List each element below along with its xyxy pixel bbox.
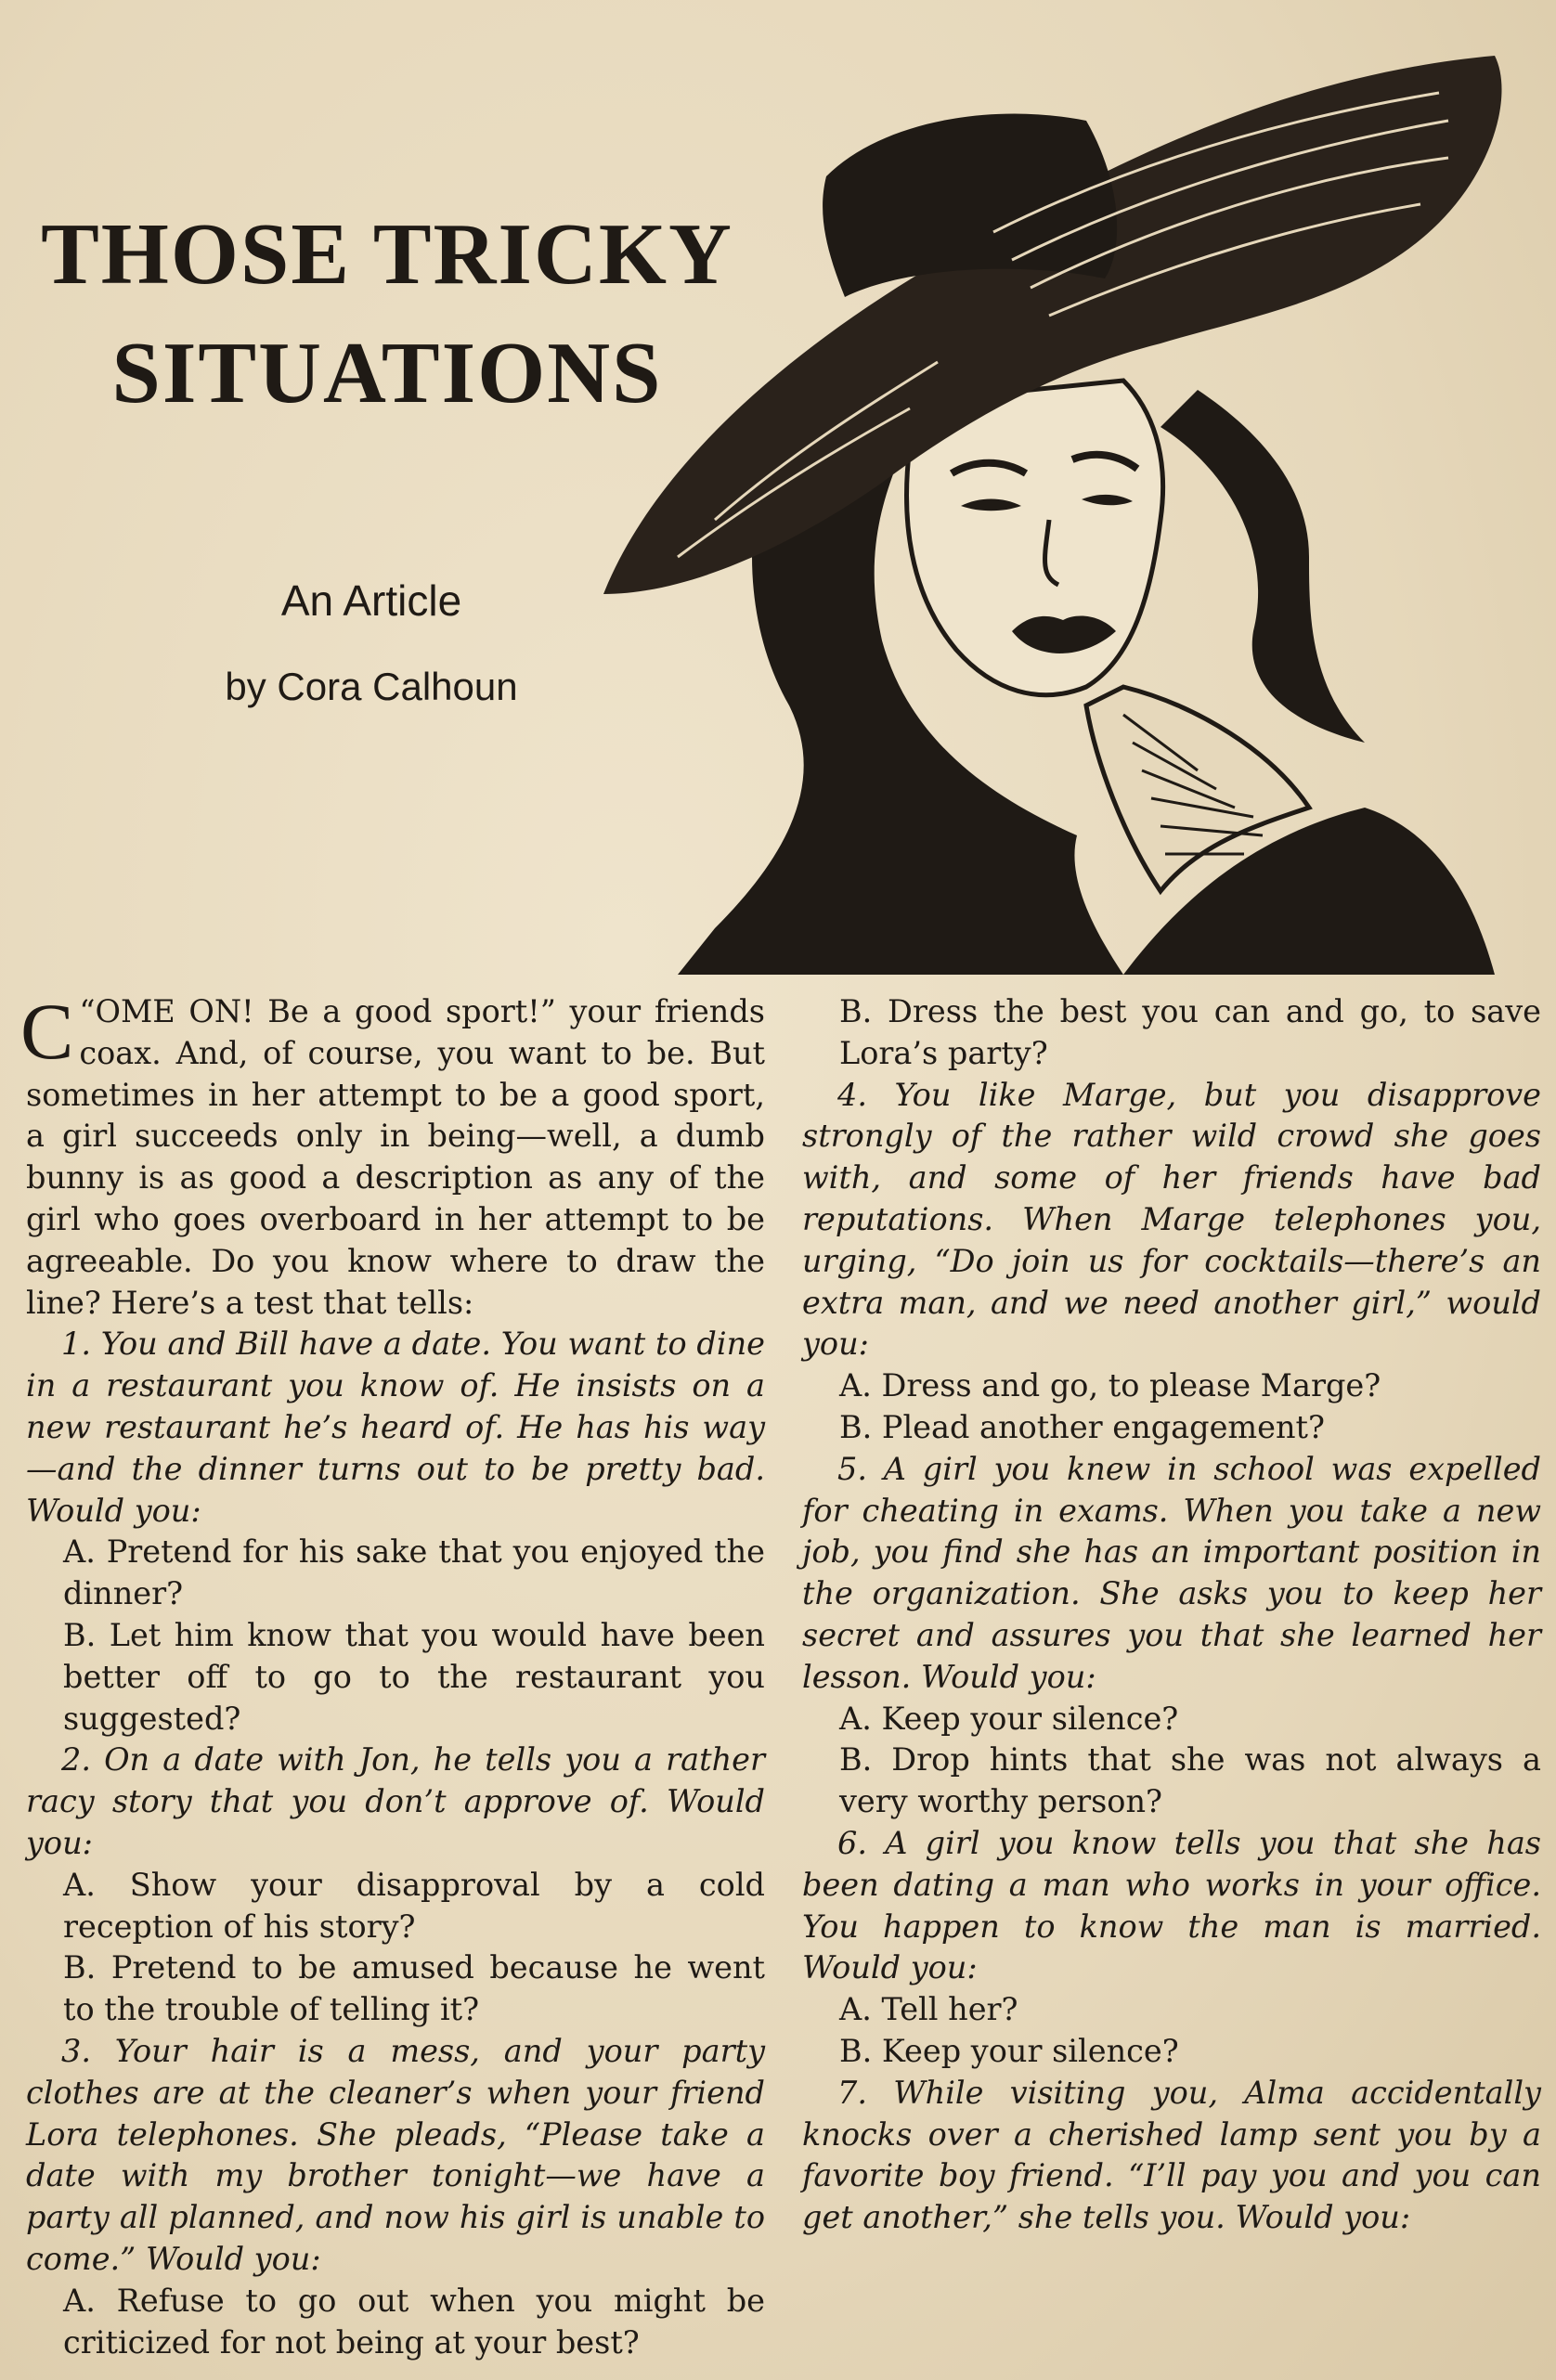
question-6-answer-a: A. Tell her? — [839, 1991, 1018, 2028]
woman-in-hat-illustration — [603, 37, 1532, 984]
question-5-answer-b: B. Drop hints that she was not always a very worthy person? — [839, 1741, 1541, 1820]
intro-text: OME ON! Be a good sport!” your friends coax. And, of course, you want to be. But sometimes in her attempt to be a good sport, a girl succeeds only in being—well, a dumb bunny is as good a description as any of the girl who goes overboard in her attempt to be agreeable. Do you know where to draw the line? Here’s a test that tells: — [26, 993, 765, 1321]
question-5: 5. A girl you knew in school was expelled for cheating in exams. When you take a new job, you find she has an important position in the organization. She asks you to keep her secret and assures you that she learned her lesson. Would you: — [802, 1450, 1541, 1695]
left-column — [20, 987, 765, 2363]
question-1-answer-a: A. Pretend for his sake that you enjoyed the dinner? — [63, 1533, 765, 1612]
question-3-answer-b: B. Dress the best you can and go, to save Lora’s party? — [839, 993, 1541, 1071]
question-6-answer-b: B. Keep your silence? — [839, 2032, 1179, 2069]
question-3: 3. Your hair is a mess, and your party clothes are at the cleaner’s when your friend Lora telephones. She pleads, “Please take a date with my brother tonight—we have a party all planned, and now his girl is unable to come.” Would you: — [26, 2032, 765, 2277]
question-2-answer-b: B. Pretend to be amused because he went to the trouble of telling it? — [63, 1949, 765, 2028]
opening-quote: “ — [79, 993, 96, 1029]
article-subtitle: An Article — [280, 576, 462, 625]
question-6: 6. A girl you know tells you that she has been dating a man who works in your office. You happen to know the man is married. Would you: — [802, 1824, 1541, 1986]
question-2-answer-a: A. Show your disapproval by a cold reception of his story? — [63, 1866, 765, 1945]
right-column — [802, 991, 1541, 2239]
question-2: 2. On a date with Jon, he tells you a rather racy story that you don’t approve of. Would you: — [26, 1741, 765, 1861]
question-4-answer-b: B. Plead another engagement? — [839, 1408, 1325, 1445]
question-1: 1. You and Bill have a date. You want to dine in a restaurant you know of. He insists on a new restaurant he’s heard of. He has his way—and the dinner turns out to be pretty bad. Would you: — [26, 1326, 765, 1529]
question-4: 4. You like Marge, but you disapprove strongly of the rather wild crowd she goes with, and some of her friends have bad reputations. When Marge telephones you, urging, “Do join us for cocktails—there’s an extra man, and we need another girl,” would you: — [802, 1076, 1541, 1363]
title-line-2: SITUATIONS — [111, 325, 663, 421]
author-byline: by Cora Calhoun — [225, 665, 518, 708]
question-3-answer-a: A. Refuse to go out when you might be criticized for not being at your best? — [63, 2282, 765, 2361]
title-line-1: THOSE TRICKY — [41, 206, 733, 303]
question-1-answer-b: B. Let him know that you would have been better off to go to the restaurant you suggested? — [63, 1616, 765, 1737]
intro-paragraph — [20, 987, 765, 1324]
question-5-answer-a: A. Keep your silence? — [839, 1700, 1179, 1737]
question-4-answer-a: A. Dress and go, to please Marge? — [839, 1367, 1381, 1404]
drop-cap: C — [20, 987, 74, 1076]
question-7: 7. While visiting you, Alma accidentally knocks over a cherished lamp sent you by a favorite boy friend. “I’ll pay you and you can get another,” she tells you. Would you: — [802, 2074, 1541, 2236]
